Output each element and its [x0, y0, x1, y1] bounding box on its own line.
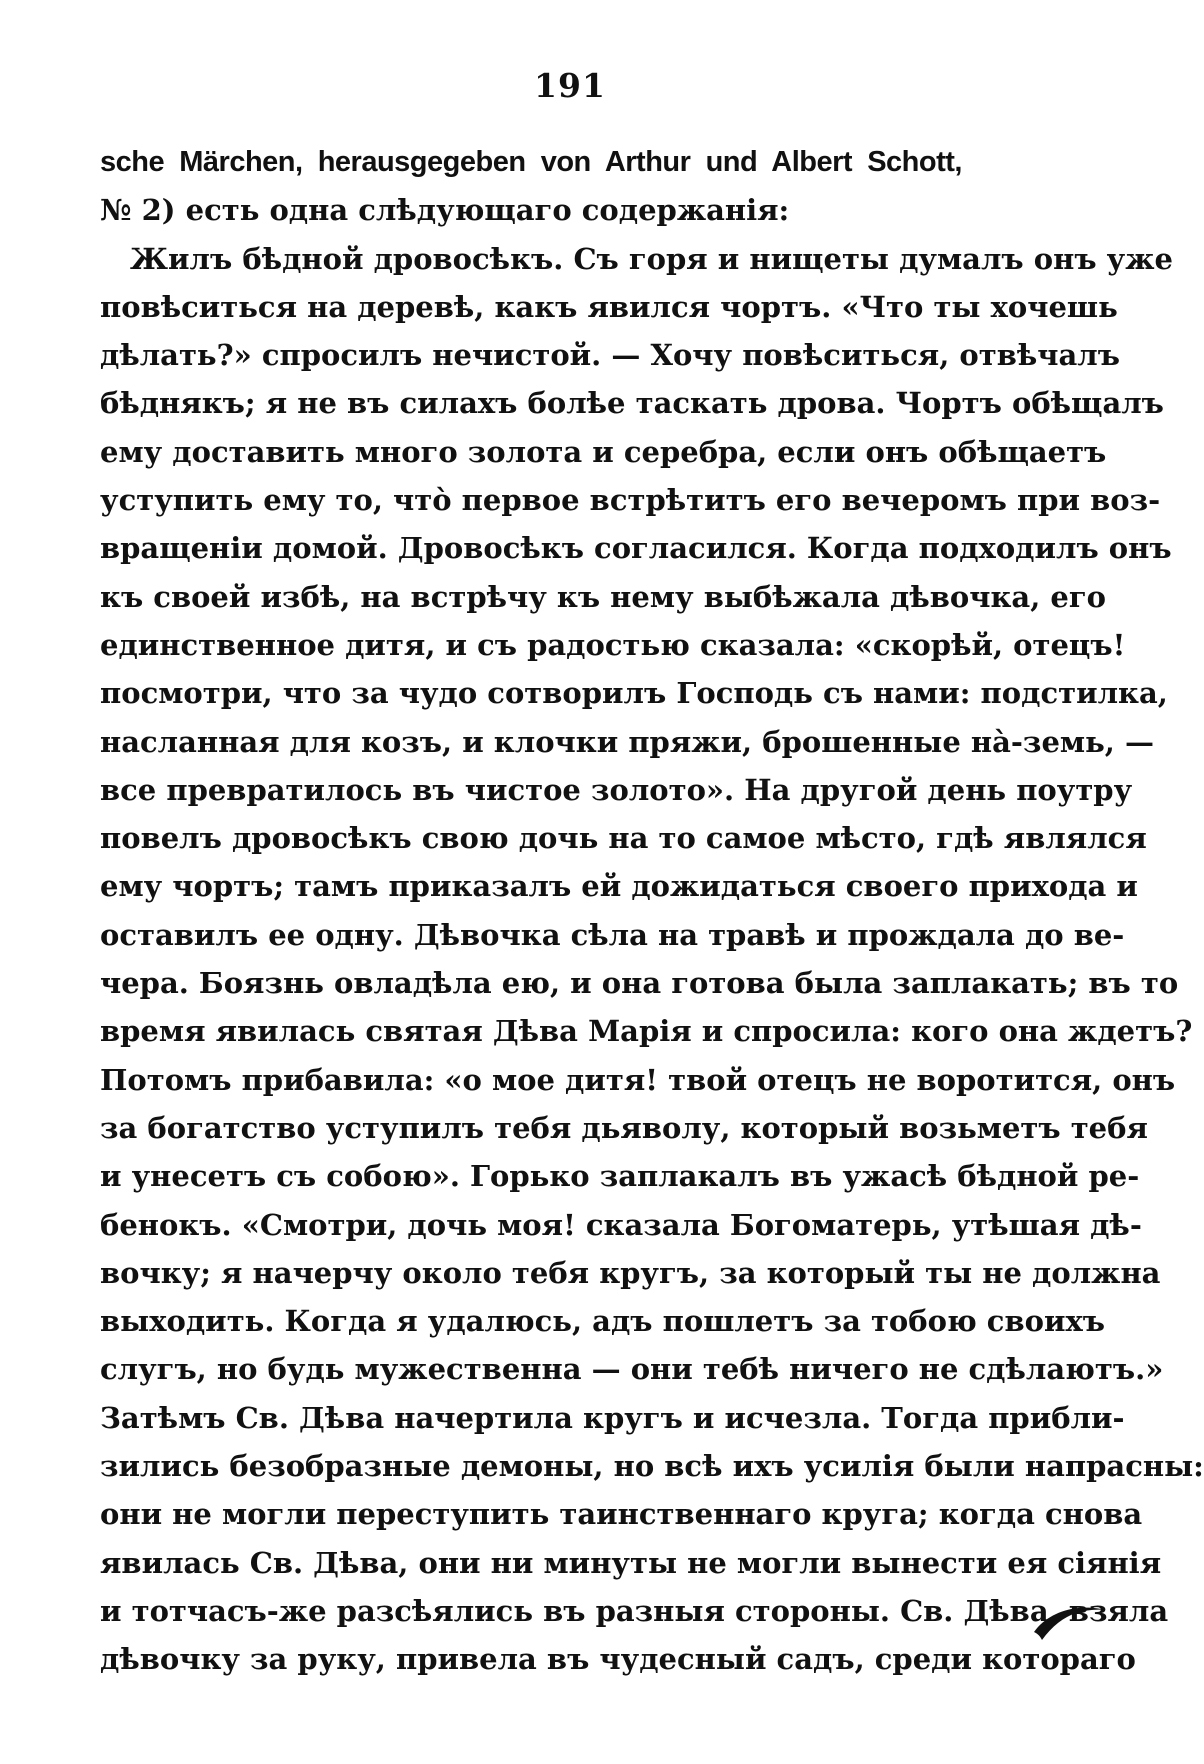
- page-number: 191: [534, 66, 606, 105]
- text-line: слугъ, но будь мужественна — они тебѣ ничего не сдѣлаютъ.»: [100, 1352, 1164, 1387]
- text-line: къ своей избѣ, на встрѣчу къ нему выбѣжала дѣвочка, его: [100, 579, 1106, 614]
- text-line: № 2) есть одна слѣдующаго содержанія:: [100, 193, 790, 228]
- text-line: повелъ дровосѣкъ свою дочь на то самое мѣсто, гдѣ являлся: [100, 821, 1147, 856]
- text-line: зились безобразные демоны, но всѣ ихъ усилія были напрасны:: [100, 1449, 1204, 1484]
- text-line: все превратилось въ чистое золото». На другой день поутру: [100, 772, 1133, 807]
- text-line: чера. Боязнь овладѣла ею, и она готова была заплакать; въ то: [100, 966, 1179, 1001]
- text-line: за богатство уступилъ тебя дьяволу, который возьметъ тебя: [100, 1110, 1148, 1145]
- text-line: вочку; я начерчу около тебя кругъ, за который ты не должна: [100, 1255, 1161, 1290]
- text-line: и тотчасъ-же разсѣялись въ разныя стороны. Св. Дѣва, взяла: [100, 1593, 1169, 1628]
- text-line: бенокъ. «Смотри, дочь моя! сказала Богоматерь, утѣшая дѣ-: [100, 1207, 1142, 1242]
- ink-mark-icon: [1030, 1588, 1110, 1648]
- text-line: бѣднякъ; я не въ силахъ болѣе таскать дрова. Чортъ обѣщалъ: [100, 386, 1164, 421]
- text-line: sche Märchen, herausgegeben von Arthur und Albert Schott,: [100, 146, 962, 178]
- text-line: выходить. Когда я удалюсь, адъ пошлетъ за тобою своихъ: [100, 1304, 1105, 1339]
- text-line: Жилъ бѣдной дровосѣкъ. Съ горя и нищеты думалъ онъ уже: [130, 241, 1173, 276]
- text-line: ему чортъ; тамъ приказалъ ей дожидаться своего прихода и: [100, 869, 1138, 904]
- text-line: повѣситься на деревѣ, какъ явился чортъ. «Что ты хочешь: [100, 289, 1118, 324]
- text-line: насланная для козъ, и клочки пряжи, брошенные на̀-земь, —: [100, 724, 1154, 759]
- text-line: посмотри, что за чудо сотворилъ Господь съ нами: подстилка,: [100, 676, 1168, 711]
- text-line: уступить ему то, что̀ первое встрѣтитъ его вечеромъ при воз-: [100, 483, 1161, 518]
- text-line: Потомъ прибавила: «о мое дитя! твой отецъ не воротится, онъ: [100, 1062, 1176, 1097]
- text-line: оставилъ ее одну. Дѣвочка сѣла на травѣ и прождала до ве-: [100, 917, 1125, 952]
- body-text: [100, 138, 1204, 1684]
- text-line: дѣлать?» спросилъ нечистой. — Хочу повѣситься, отвѣчалъ: [100, 338, 1120, 373]
- text-line: ему доставить много золота и серебра, если онъ обѣщаетъ: [100, 434, 1107, 469]
- text-line: вращеніи домой. Дровосѣкъ согласился. Когда подходилъ онъ: [100, 531, 1172, 566]
- text-line: Затѣмъ Св. Дѣва начертила кругъ и исчезла. Тогда прибли-: [100, 1400, 1125, 1435]
- text-line: дѣвочку за руку, привела въ чудесный садъ, среди котораго: [100, 1642, 1136, 1677]
- text-line: единственное дитя, и съ радостью сказала: «скорѣй, отецъ!: [100, 627, 1126, 662]
- text-line: время явилась святая Дѣва Марія и спросила: кого она ждетъ?: [100, 1014, 1193, 1049]
- text-line: и унесетъ съ собою». Горько заплакалъ въ ужасѣ бѣдной ре-: [100, 1159, 1140, 1194]
- text-line: явилась Св. Дѣва, они ни минуты не могли вынести ея сіянія: [100, 1545, 1162, 1580]
- text-line: они не могли переступить таинственнаго круга; когда снова: [100, 1497, 1143, 1532]
